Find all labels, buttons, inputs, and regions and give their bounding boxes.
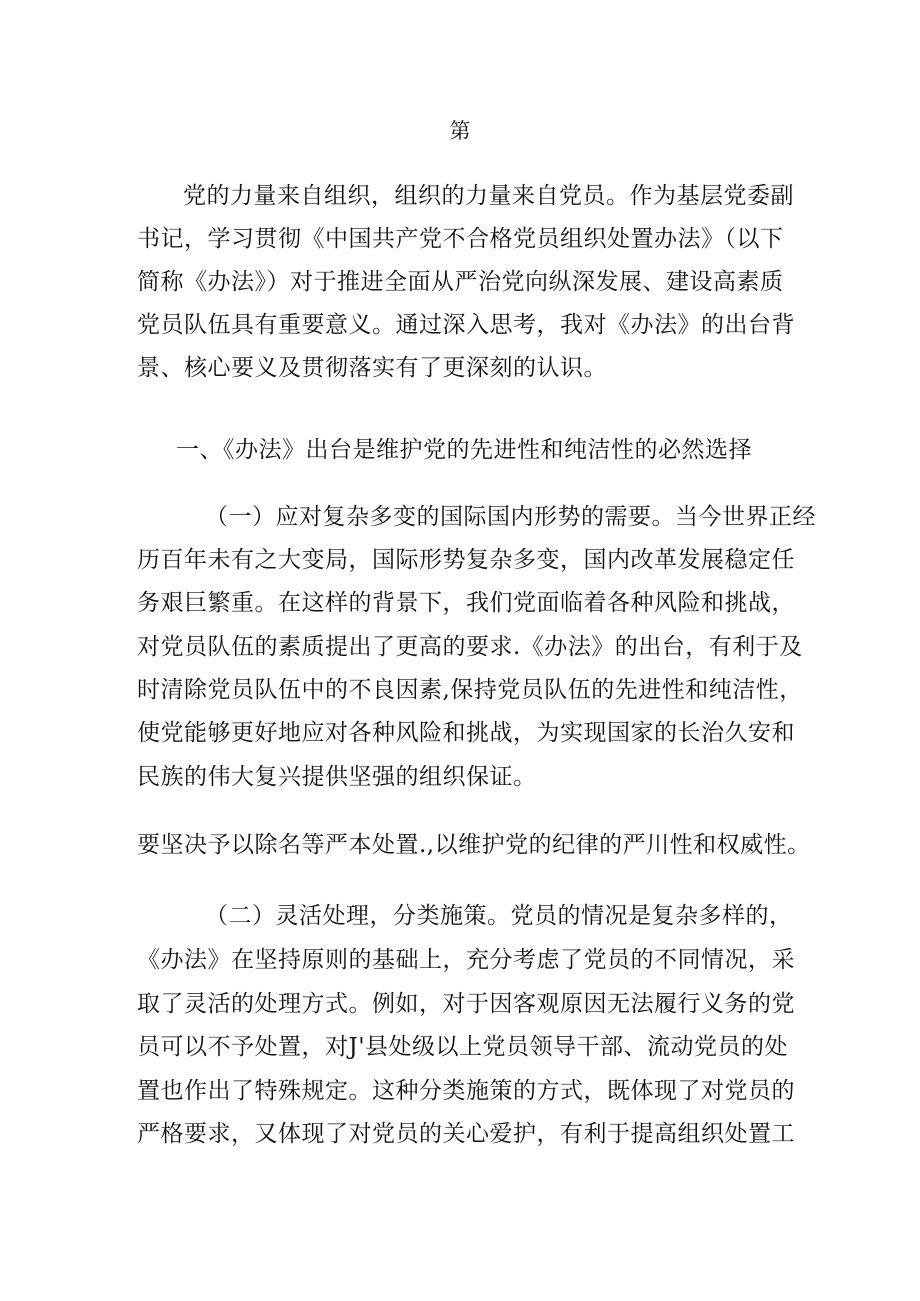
paragraph-4-line-1: 要坚决予以除名等严本处置.,以维护党的纪律的严川性和权威性。 (137, 832, 811, 858)
paragraph-3-line-7: 民族的伟大复兴提供坚强的组织保证。 (137, 764, 537, 790)
paragraph-5-line-5: 置也作出了特殊规定。这种分类施策的方式，既体现了对党员的 (137, 1078, 795, 1104)
paragraph-3-line-2: 历百年未有之大变局，国际形势复杂多变，国内改革发展稳定任 (137, 547, 795, 573)
paragraph-5-line-3: 取了灵活的处理方式。例如，对于因客观原因无法履行义务的党 (137, 991, 795, 1017)
paragraph-3-line-6: 使党能够更好地应对各种风险和挑战，为实现国家的长治久安和 (137, 720, 795, 746)
paragraph-1-line-1: 党的力量来自组织，组织的力量来自党员。作为基层党委副 (183, 183, 794, 209)
paragraph-1-line-3: 简称《办法》）对于推进全面从严治党向纵深发展、建设高素质 (137, 269, 784, 295)
paragraph-5-line-4: 员可以不予处置，对J'县处级以上党员领导干部、流动党员的处 (137, 1034, 789, 1060)
paragraph-1-line-5: 景、核心要义及贯彻落实有了更深刻的认识。 (137, 355, 607, 381)
paragraph-5-line-2: 《办法》在坚持原则的基础上，充分考虑了党员的不同情况，采 (137, 947, 795, 973)
paragraph-3-line-4: 对党员队伍的素质提出了更高的要求.《办法》的出台，有利于及 (137, 634, 803, 660)
paragraph-1-line-4: 党员队伍具有重要意义。通过深入思考，我对《办法》的出台背 (137, 312, 795, 338)
paragraph-3-line-1: （一）应对复杂多变的国际国内形势的需要。当今世界正经 (205, 504, 816, 530)
section-heading-1: 一、《办法》出台是维护党的先进性和纯洁性的必然选择 (176, 437, 752, 463)
paragraph-5-line-1: （二）灵活处理，分类施策。党员的情况是复杂多样的， (205, 903, 793, 929)
paragraph-3-line-5: 时清除党员队伍中的不良因素,保持党员队伍的先进性和纯洁性， (137, 677, 803, 703)
paragraph-5-line-6: 严格要求，又体现了对党员的关心爱护，有利于提高组织处置工 (137, 1121, 795, 1147)
paragraph-3-line-3: 务艰巨繁重。在这样的背景下，我们党面临着各种风险和挑战， (137, 590, 795, 616)
page-heading: 第 (449, 119, 471, 143)
paragraph-1-line-2: 书记，学习贯彻《中国共产党不合格党员组织处置办法》（以下 (137, 226, 784, 252)
